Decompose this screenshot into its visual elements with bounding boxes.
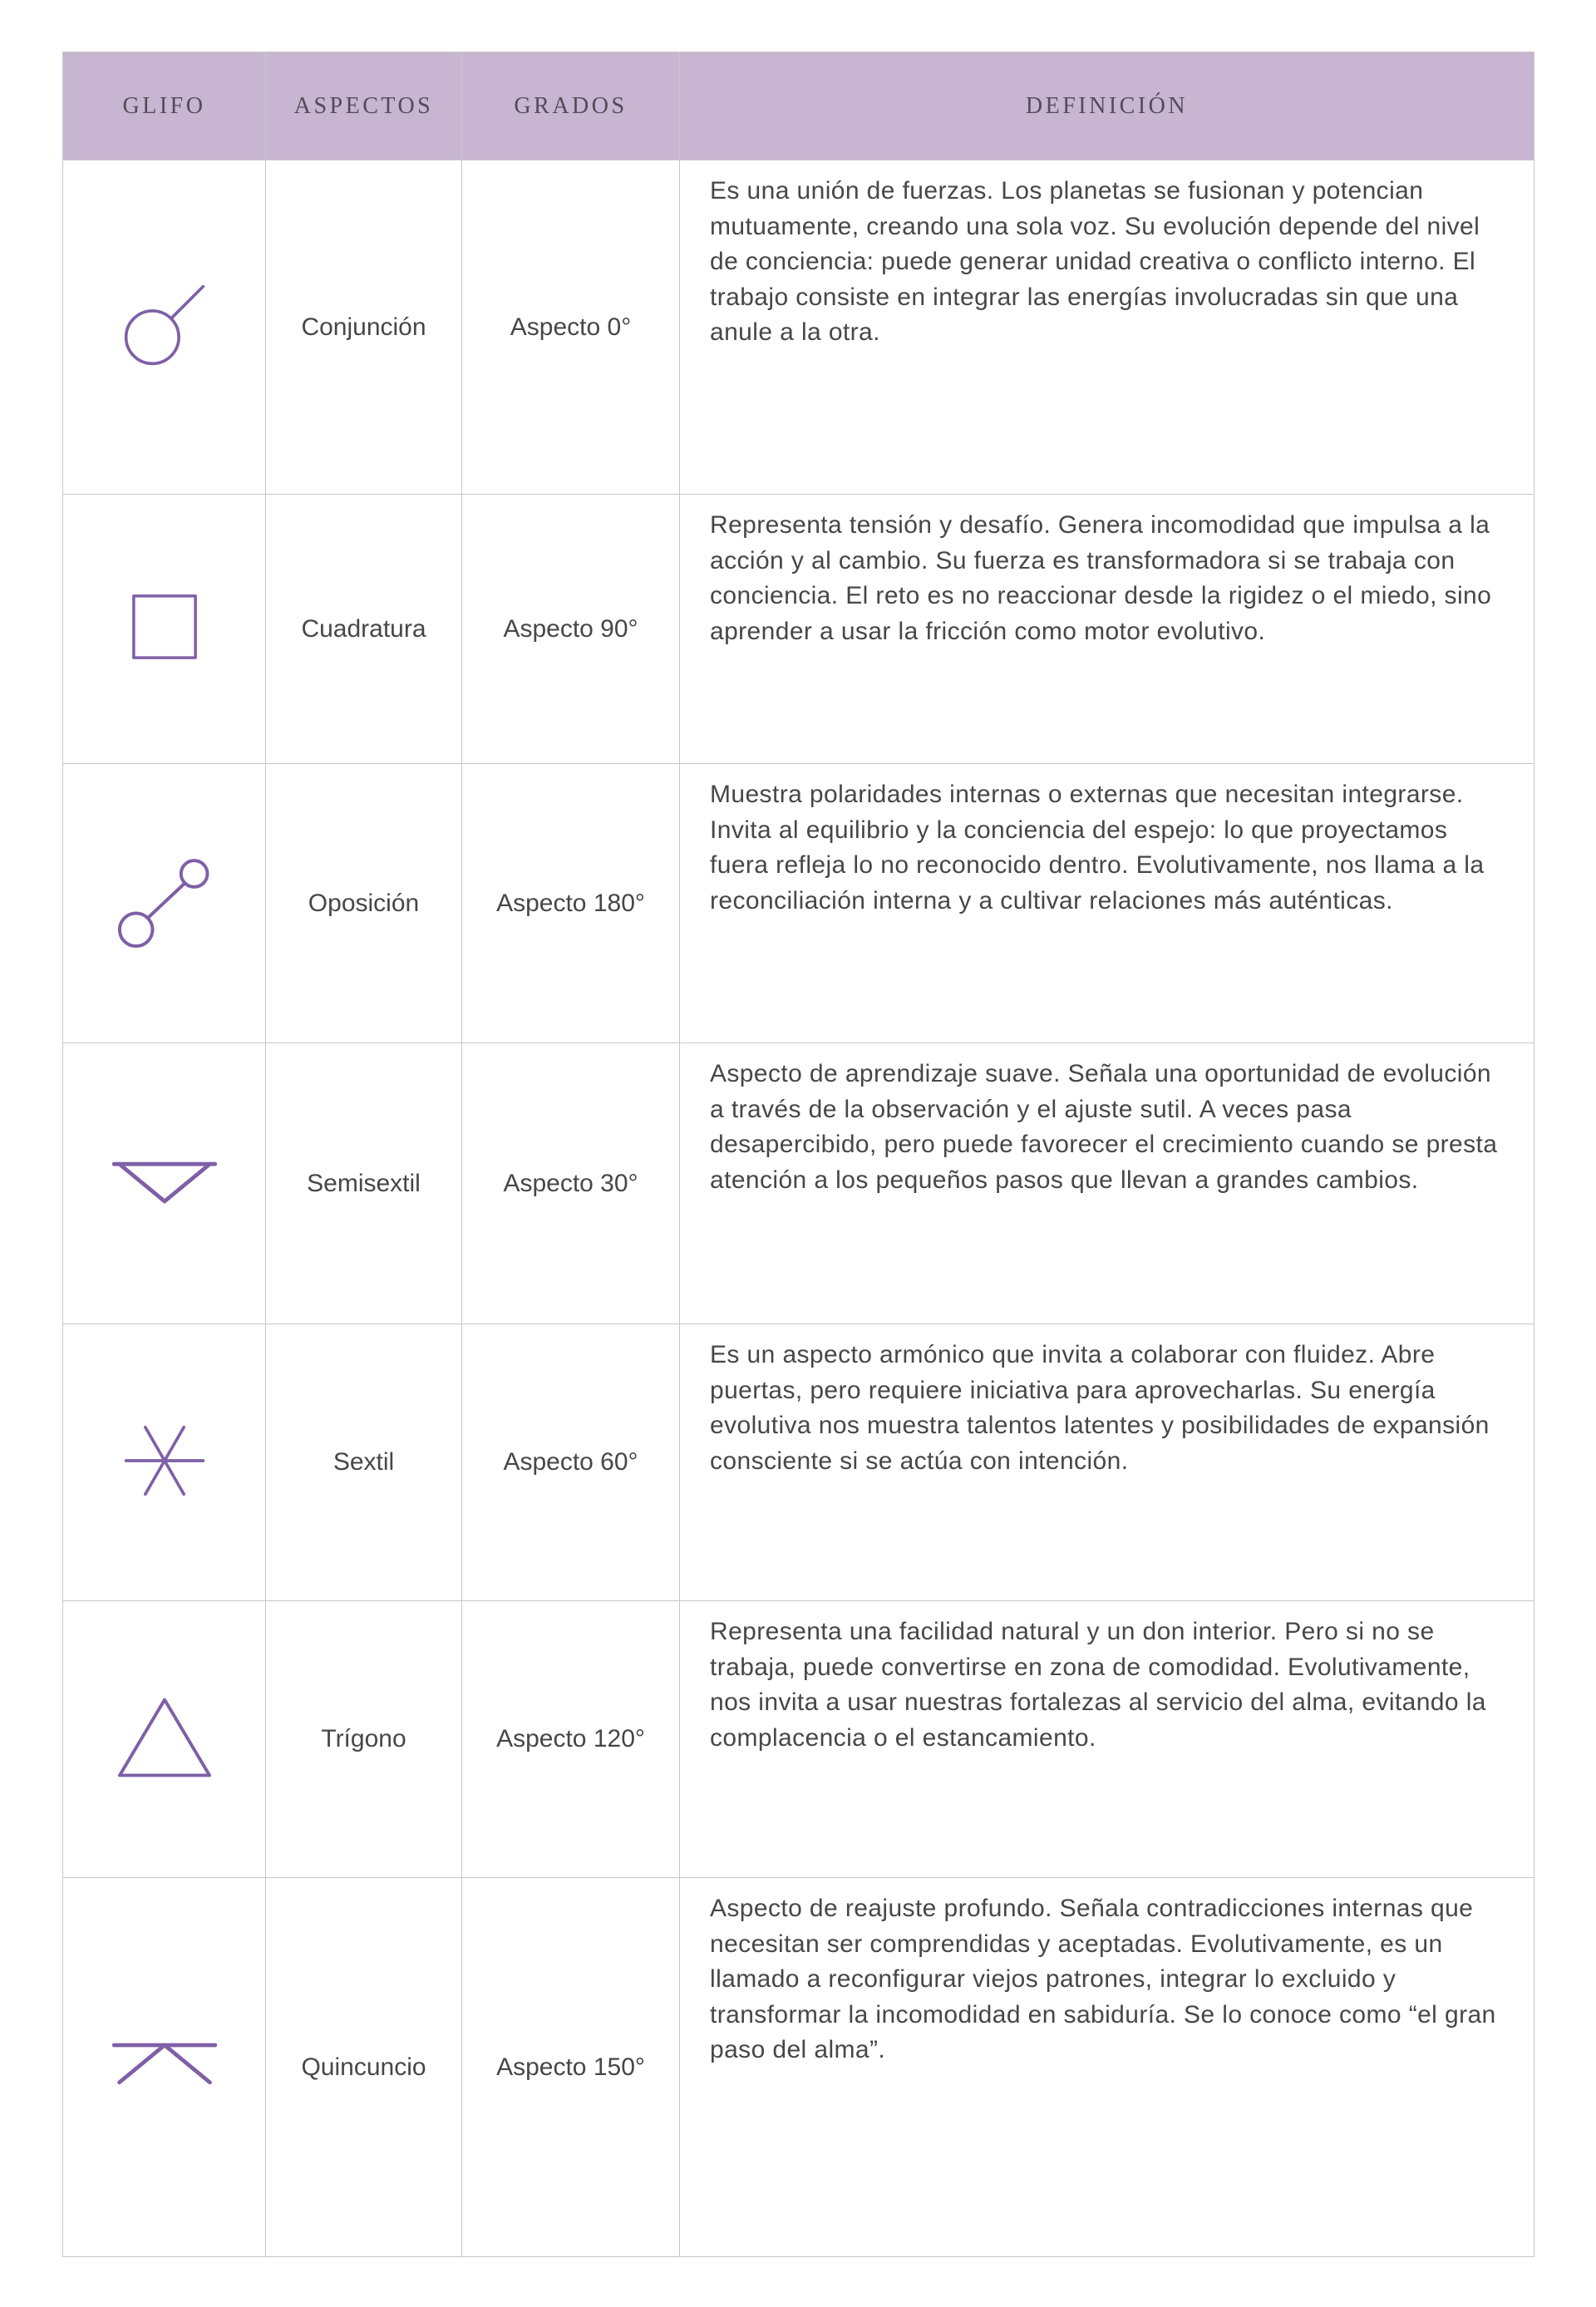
table-row: [63, 160, 1534, 495]
aspect-name: Conjunción: [266, 160, 462, 495]
glyph-cell: [63, 1878, 266, 2257]
glyph-cell: [63, 495, 266, 764]
glyph-cell: [63, 1601, 266, 1878]
aspect-name: Trígono: [266, 1601, 462, 1878]
aspect-degrees: Aspecto 180°: [462, 764, 680, 1043]
aspect-definition: Es un aspecto armónico que invita a colaborar con fluidez. Abre puertas, pero requiere iniciativa para aprovecharlas. Su energía evolutiva nos muestra talentos latentes y posibilidades de expansión consciente si se actúa con intención.: [680, 1324, 1534, 1601]
column-header-definicion: DEFINICIÓN: [680, 52, 1534, 160]
column-header-aspectos: ASPECTOS: [266, 52, 462, 160]
column-header-grados: GRADOS: [462, 52, 680, 160]
sextile-glyph: [114, 1410, 215, 1511]
aspect-definition: Aspecto de reajuste profundo. Señala contradicciones internas que necesitan ser comprendidas y aceptadas. Evolutivamente, es un llamado a reconfigurar viejos patrones, integrar lo excluido y transformar la incomodidad en sabiduría. Se lo conoce como “el gran paso del alma”.: [680, 1878, 1534, 2257]
aspect-definition: Es una unión de fuerzas. Los planetas se fusionan y potencian mutuamente, creando una sola voz. Su evolución depende del nivel de conciencia: puede generar unidad creativa o conflicto interno. El trabajo consiste en integrar las energías involucradas sin que una anule a la otra.: [680, 160, 1534, 495]
table-row: [63, 495, 1534, 764]
table-row: [63, 1324, 1534, 1601]
conjunction-glyph: [114, 274, 215, 376]
quincunx-glyph: [97, 2019, 232, 2112]
aspect-definition: Muestra polaridades internas o externas que necesitan integrarse. Invita al equilibrio y la conciencia del espejo: lo que proyectamos fuera refleja lo no reconocido dentro. Evolutivamente, nos llama a la reconciliación interna y a cultivar relaciones más auténticas.: [680, 764, 1534, 1043]
header-row: [63, 52, 1534, 160]
opposition-glyph: [110, 846, 219, 956]
table-header: [63, 52, 1534, 160]
aspect-name: Quincuncio: [266, 1878, 462, 2257]
aspect-name: Oposición: [266, 764, 462, 1043]
square-glyph: [116, 579, 213, 675]
aspect-name: Sextil: [266, 1324, 462, 1601]
column-header-glifo: GLIFO: [63, 52, 266, 160]
glyph-cell: [63, 1043, 266, 1324]
semisextile-glyph: [97, 1135, 232, 1228]
aspect-definition: Aspecto de aprendizaje suave. Señala una oportunidad de evolución a través de la observación y el ajuste sutil. A veces pasa desapercibido, pero puede favorecer el crecimiento cuando se presta atención a los pequeños pasos que llevan a grandes cambios.: [680, 1043, 1534, 1324]
aspect-degrees: Aspecto 120°: [462, 1601, 680, 1878]
glyph-cell: [63, 160, 266, 495]
table-row: [63, 1601, 1534, 1878]
aspects-table: [62, 52, 1534, 2257]
aspect-degrees: Aspecto 90°: [462, 495, 680, 764]
aspect-degrees: Aspecto 0°: [462, 160, 680, 495]
aspect-degrees: Aspecto 150°: [462, 1878, 680, 2257]
aspect-definition: Representa una facilidad natural y un don interior. Pero si no se trabaja, puede convertirse en zona de comodidad. Evolutivamente, nos invita a usar nuestras fortalezas al servicio del alma, evitando la complacencia o el estancamiento.: [680, 1601, 1534, 1878]
glyph-cell: [63, 1324, 266, 1601]
aspect-degrees: Aspecto 30°: [462, 1043, 680, 1324]
glyph-cell: [63, 764, 266, 1043]
aspect-degrees: Aspecto 60°: [462, 1324, 680, 1601]
aspect-definition: Representa tensión y desafío. Genera incomodidad que impulsa a la acción y al cambio. Su fuerza es transformadora si se trabaja con conciencia. El reto es no reaccionar desde la rigidez o el miedo, sino aprender a usar la fricción como motor evolutivo.: [680, 495, 1534, 764]
trine-glyph: [110, 1691, 219, 1784]
table-row: [63, 1878, 1534, 2257]
aspect-name: Semisextil: [266, 1043, 462, 1324]
table-body: [63, 160, 1534, 2257]
table-row: [63, 764, 1534, 1043]
table-row: [63, 1043, 1534, 1324]
aspect-name: Cuadratura: [266, 495, 462, 764]
